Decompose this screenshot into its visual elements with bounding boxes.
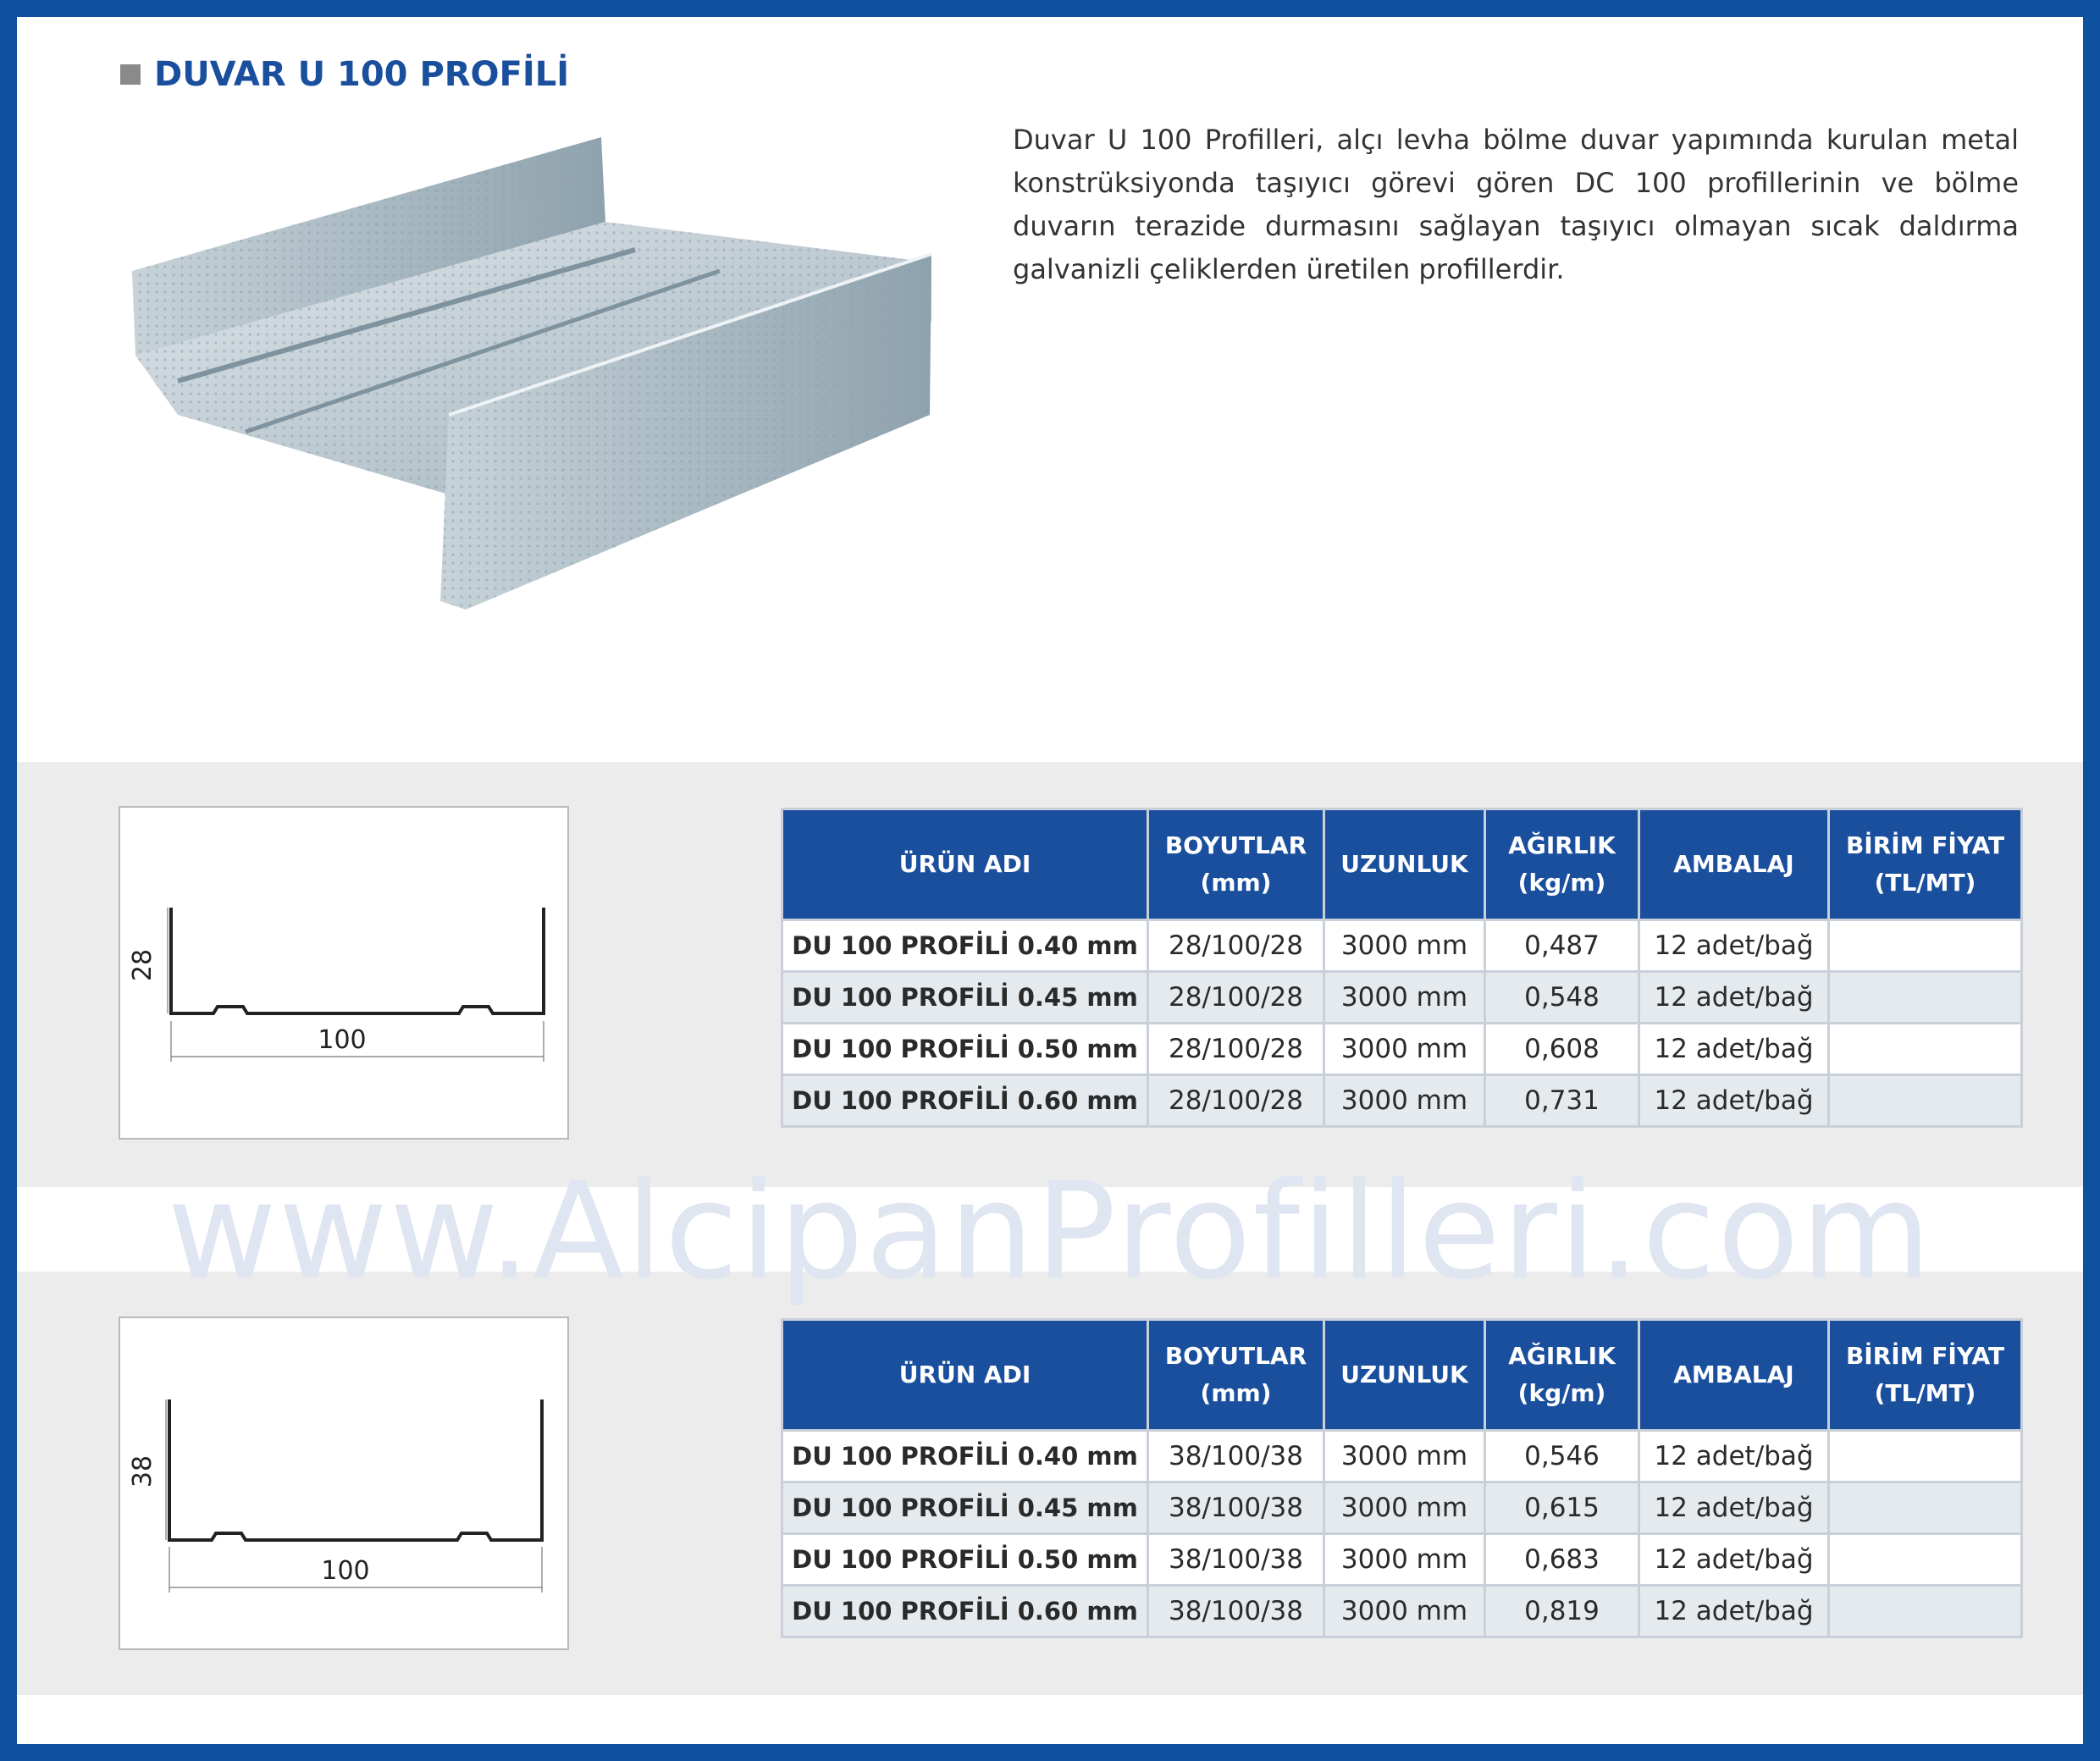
table-row — [782, 1534, 2022, 1586]
profile-outline — [171, 908, 544, 1013]
cell-pack: 12 adet/bağ — [1639, 1431, 1829, 1482]
col-header-name: ÜRÜN ADI — [782, 1320, 1148, 1431]
table-header-row — [782, 809, 2022, 920]
height-dimension-label: 38 — [128, 1455, 158, 1488]
cell-name: DU 100 PROFİLİ 0.40 mm — [782, 1431, 1148, 1482]
cell-price — [1829, 1075, 2022, 1127]
cell-length: 3000 mm — [1324, 1534, 1485, 1586]
cell-name: DU 100 PROFİLİ 0.45 mm — [782, 972, 1148, 1024]
cell-pack: 12 adet/bağ — [1639, 1586, 1829, 1637]
cell-name: DU 100 PROFİLİ 0.40 mm — [782, 920, 1148, 972]
cell-pack: 12 adet/bağ — [1639, 1024, 1829, 1075]
col-header-dims: BOYUTLAR (mm) — [1148, 809, 1324, 920]
col-header-pack: AMBALAJ — [1639, 1320, 1829, 1431]
spec-table-38 — [781, 1318, 2023, 1638]
table-row — [782, 972, 2022, 1024]
cell-length: 3000 mm — [1324, 1075, 1485, 1127]
table-row — [782, 1586, 2022, 1637]
col-header-name: ÜRÜN ADI — [782, 809, 1148, 920]
col-header-price: BİRİM FİYAT (TL/MT) — [1829, 809, 2022, 920]
cell-name: DU 100 PROFİLİ 0.50 mm — [782, 1024, 1148, 1075]
cell-name: DU 100 PROFİLİ 0.60 mm — [782, 1586, 1148, 1637]
cell-pack: 12 adet/bağ — [1639, 1534, 1829, 1586]
cell-weight: 0,615 — [1485, 1482, 1639, 1534]
spec-table-28 — [781, 808, 2023, 1128]
cell-dims: 28/100/28 — [1148, 1024, 1324, 1075]
col-header-pack: AMBALAJ — [1639, 809, 1829, 920]
table-row — [782, 1075, 2022, 1127]
cell-price — [1829, 1482, 2022, 1534]
cell-length: 3000 mm — [1324, 1586, 1485, 1637]
cell-dims: 38/100/38 — [1148, 1586, 1324, 1637]
cell-price — [1829, 1024, 2022, 1075]
col-header-price: BİRİM FİYAT (TL/MT) — [1829, 1320, 2022, 1431]
watermark: www.AlcipanProfilleri.com — [167, 1154, 1933, 1310]
col-header-weight: AĞIRLIK (kg/m) — [1485, 809, 1639, 920]
width-dimension-label: 100 — [318, 1025, 367, 1055]
cell-pack: 12 adet/bağ — [1639, 972, 1829, 1024]
title-text: DUVAR U 100 PROFİLİ — [154, 55, 570, 94]
cell-price — [1829, 920, 2022, 972]
cell-dims: 28/100/28 — [1148, 972, 1324, 1024]
cell-weight: 0,731 — [1485, 1075, 1639, 1127]
product-image — [127, 127, 940, 635]
col-header-length: UZUNLUK — [1324, 1320, 1485, 1431]
profile-diagram-38 — [119, 1317, 569, 1650]
col-header-dims: BOYUTLAR (mm) — [1148, 1320, 1324, 1431]
table-row — [782, 920, 2022, 972]
cell-pack: 12 adet/bağ — [1639, 920, 1829, 972]
col-header-length: UZUNLUK — [1324, 809, 1485, 920]
cell-pack: 12 adet/bağ — [1639, 1482, 1829, 1534]
profile-outline — [169, 1399, 542, 1540]
cell-name: DU 100 PROFİLİ 0.50 mm — [782, 1534, 1148, 1586]
cell-weight: 0,487 — [1485, 920, 1639, 972]
table-header-row — [782, 1320, 2022, 1431]
cell-length: 3000 mm — [1324, 972, 1485, 1024]
cell-dims: 38/100/38 — [1148, 1431, 1324, 1482]
cell-length: 3000 mm — [1324, 1431, 1485, 1482]
cell-dims: 28/100/28 — [1148, 920, 1324, 972]
cell-price — [1829, 1586, 2022, 1637]
cell-name: DU 100 PROFİLİ 0.45 mm — [782, 1482, 1148, 1534]
table-row — [782, 1431, 2022, 1482]
width-dimension-label: 100 — [321, 1556, 370, 1586]
table-row — [782, 1482, 2022, 1534]
cell-name: DU 100 PROFİLİ 0.60 mm — [782, 1075, 1148, 1127]
col-header-weight: AĞIRLIK (kg/m) — [1485, 1320, 1639, 1431]
cell-price — [1829, 1534, 2022, 1586]
profile-diagram-28 — [119, 806, 569, 1140]
cell-dims: 38/100/38 — [1148, 1482, 1324, 1534]
cell-dims: 38/100/38 — [1148, 1534, 1324, 1586]
cell-weight: 0,819 — [1485, 1586, 1639, 1637]
cell-dims: 28/100/28 — [1148, 1075, 1324, 1127]
cell-weight: 0,683 — [1485, 1534, 1639, 1586]
cell-weight: 0,608 — [1485, 1024, 1639, 1075]
cell-weight: 0,548 — [1485, 972, 1639, 1024]
cell-weight: 0,546 — [1485, 1431, 1639, 1482]
table-row — [782, 1024, 2022, 1075]
height-dimension-label: 28 — [128, 948, 158, 982]
page-title — [120, 51, 569, 98]
cell-length: 3000 mm — [1324, 1024, 1485, 1075]
cell-length: 3000 mm — [1324, 920, 1485, 972]
title-bullet-icon — [120, 64, 141, 85]
product-description: Duvar U 100 Profilleri, alçı levha bölme duvar yapımında kurulan metal konstrüksiyonda taşıyıcı görevi gören DC 100 profillerinin ve bölme duvarın terazide durmasını sağlayan taşıyıcı olmayan sıcak daldırma galvanizli çeliklerden üretilen profillerdir. — [1013, 124, 2019, 285]
cell-length: 3000 mm — [1324, 1482, 1485, 1534]
cell-price — [1829, 972, 2022, 1024]
cell-pack: 12 adet/bağ — [1639, 1075, 1829, 1127]
cell-price — [1829, 1431, 2022, 1482]
